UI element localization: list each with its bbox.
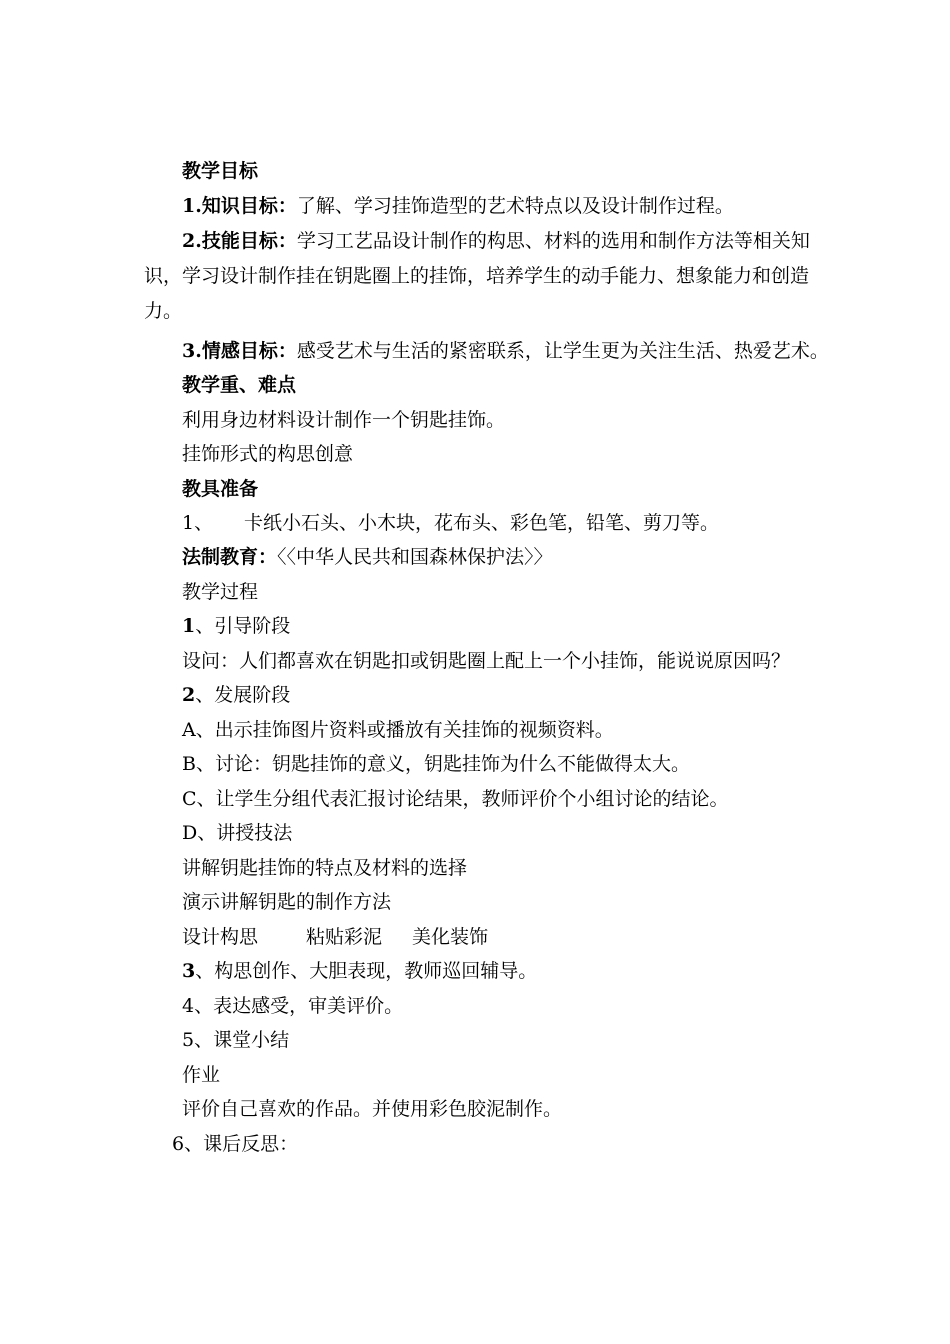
homework-heading: 作业 (182, 1064, 221, 1086)
item-d-2: 演示讲解钥匙的制作方法 (182, 891, 392, 913)
key-point-2: 挂饰形式的构思创意 (182, 443, 354, 465)
step-3 (182, 959, 537, 983)
step-6: 6、课后反思： (172, 1133, 299, 1155)
item-a: A、出示挂饰图片资料或播放有关挂饰的视频资料。 (182, 719, 614, 741)
goal-emotion-label: 3.情感目标： (182, 340, 297, 362)
step-3-num: 3 (182, 960, 196, 982)
step-2-text: 、发展阶段 (195, 684, 291, 706)
heading-tools: 教具准备 (182, 478, 259, 500)
law-education (182, 545, 553, 569)
heading-process: 教学过程 (182, 581, 259, 603)
homework-text: 评价自己喜欢的作品。并使用彩色胶泥制作。 (182, 1098, 563, 1120)
item-d-3 (182, 925, 488, 949)
heading-key-points: 教学重、难点 (182, 374, 297, 396)
step-4: 4、表达感受，审美评价。 (182, 995, 404, 1017)
goal-skill-line1 (182, 229, 810, 253)
step-3-text: 、构思创作、大胆表现，教师巡回辅导。 (195, 960, 538, 982)
goal-knowledge-label: 1.知识目标： (182, 195, 297, 217)
goal-emotion (182, 339, 829, 363)
tools-num: 1、 (182, 512, 214, 534)
tools-item (182, 511, 719, 535)
tools-text: 卡纸小石头、小木块，花布头、彩色笔，铅笔、剪刀等。 (244, 512, 720, 534)
step-1-num: 1 (182, 615, 196, 637)
method-decorate: 美化装饰 (412, 926, 489, 948)
step-1-text: 、引导阶段 (195, 615, 291, 637)
item-d: D、讲授技法 (182, 822, 293, 844)
law-label: 法制教育： (182, 546, 278, 568)
heading-goals: 教学目标 (182, 160, 259, 182)
step-2-num: 2 (182, 684, 196, 706)
step-5: 5、课堂小结 (182, 1029, 290, 1051)
method-paste: 粘贴彩泥 (306, 926, 383, 948)
step-1 (182, 614, 290, 638)
step-1-question: 设问：人们都喜欢在钥匙扣或钥匙圈上配上一个小挂饰，能说说原因吗？ (182, 650, 791, 672)
goal-skill-text-1: 学习工艺品设计制作的构思、材料的选用和制作方法等相关知 (296, 230, 810, 252)
key-point-1: 利用身边材料设计制作一个钥匙挂饰。 (182, 409, 506, 431)
goal-skill-label: 2.技能目标： (182, 230, 297, 252)
goal-emotion-text: 感受艺术与生活的紧密联系，让学生更为关注生活、热爱艺术。 (296, 340, 829, 362)
step-2 (182, 683, 290, 707)
goal-knowledge (182, 194, 734, 218)
goal-knowledge-text: 了解、学习挂饰造型的艺术特点以及设计制作过程。 (296, 195, 734, 217)
goal-skill-line3: 力。 (144, 300, 183, 322)
law-text: 〈〈中华人民共和国森林保护法〉〉 (277, 546, 553, 568)
item-d-1: 讲解钥匙挂饰的特点及材料的选择 (182, 857, 468, 879)
goal-skill-line2: 识，学习设计制作挂在钥匙圈上的挂饰，培养学生的动手能力、想象能力和创造 (144, 265, 810, 287)
item-c: C、让学生分组代表汇报讨论结果，教师评价个小组讨论的结论。 (182, 788, 729, 810)
method-design: 设计构思 (182, 926, 259, 948)
item-b: B、讨论：钥匙挂饰的意义，钥匙挂饰为什么不能做得太大。 (182, 753, 690, 775)
